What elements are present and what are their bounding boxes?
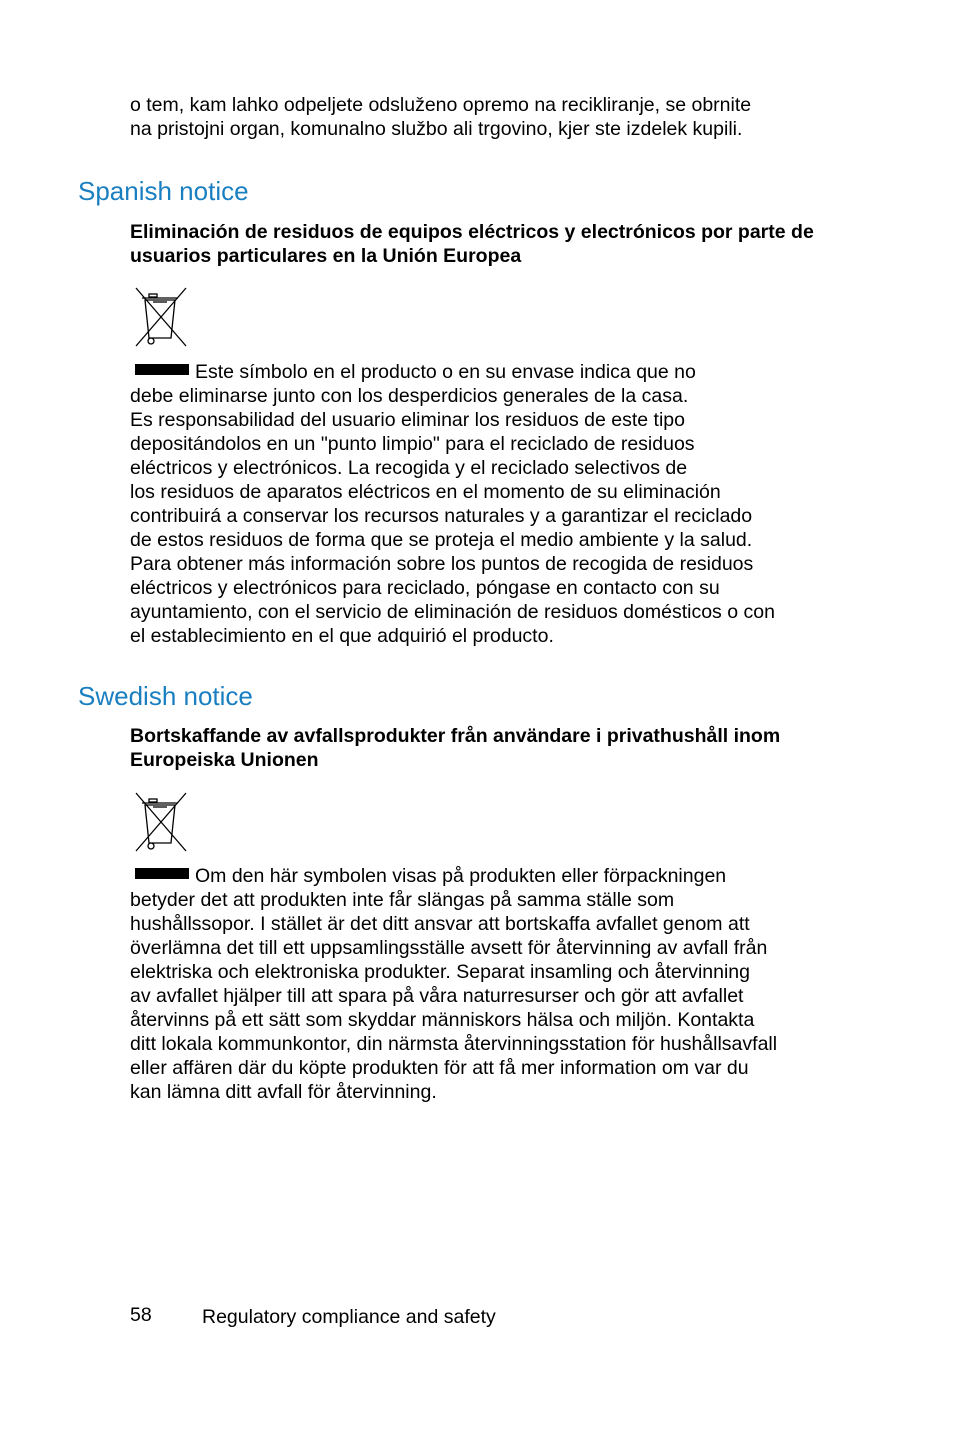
- spanish-body-line-7: contribuirá a conservar los recursos naturales y a garantizar el reciclado: [130, 505, 753, 527]
- swedish-body-line-1: [130, 864, 726, 888]
- black-bar-marker: [135, 868, 189, 879]
- swedish-body-line-9: eller affären där du köpte produkten för att få mer information om var du: [130, 1057, 749, 1079]
- swedish-body-line-5: elektriska och elektroniska produkter. Separat insamling och återvinning: [130, 961, 751, 983]
- swedish-body-text: Om den här symbolen visas på produkten eller förpackningen: [195, 865, 727, 887]
- swedish-body-line-3: hushållssopor. I stället är det ditt ansvar att bortskaffa avfallet genom att: [130, 913, 750, 935]
- spanish-subheading-line-1: Eliminación de residuos de equipos eléctricos y electrónicos por parte de: [130, 221, 814, 243]
- spanish-body-line-5: eléctricos y electrónicos. La recogida y el reciclado selectivos de: [130, 457, 688, 479]
- swedish-subheading-line-2: Europeiska Unionen: [130, 749, 319, 771]
- crossed-out-wheelie-bin-icon: [133, 286, 189, 348]
- spanish-body-line-9: Para obtener más información sobre los puntos de recogida de residuos: [130, 553, 754, 575]
- intro-line-1: o tem, kam lahko odpeljete odsluženo opremo na recikliranje, se obrnite: [130, 94, 752, 116]
- crossed-out-wheelie-bin-icon: [133, 791, 189, 853]
- intro-line-2: na pristojni organ, komunalno službo ali trgovino, kjer ste izdelek kupili.: [130, 118, 743, 140]
- spanish-body-line-4: depositándolos en un "punto limpio" para el reciclado de residuos: [130, 433, 695, 455]
- swedish-body-line-8: ditt lokala kommunkontor, din närmsta återvinningsstation för hushållsavfall: [130, 1033, 778, 1055]
- spanish-body-line-12: el establecimiento en el que adquirió el producto.: [130, 625, 554, 647]
- footer-section-title: Regulatory compliance and safety: [202, 1306, 496, 1328]
- spanish-body-line-8: de estos residuos de forma que se proteja el medio ambiente y la salud.: [130, 529, 753, 551]
- swedish-subheading-line-1: Bortskaffande av avfallsprodukter från användare i privathushåll inom: [130, 725, 781, 747]
- spanish-body-line-10: eléctricos y electrónicos para reciclado, póngase en contacto con su: [130, 577, 720, 599]
- spanish-body-line-3: Es responsabilidad del usuario eliminar los residuos de este tipo: [130, 409, 685, 431]
- spanish-body-line-11: ayuntamiento, con el servicio de eliminación de residuos domésticos o con: [130, 601, 775, 623]
- page-number: 58: [130, 1304, 152, 1326]
- spanish-body-line-2: debe eliminarse junto con los desperdicios generales de la casa.: [130, 385, 689, 407]
- spanish-body-line-1: [130, 360, 696, 384]
- spanish-body-line-6: los residuos de aparatos eléctricos en el momento de su eliminación: [130, 481, 721, 503]
- spanish-heading: Spanish notice: [78, 176, 249, 206]
- swedish-body-line-4: överlämna det till ett uppsamlingsställe avsett för återvinning av avfall från: [130, 937, 768, 959]
- swedish-body-line-6: av avfallet hjälper till att spara på våra naturresurser och gör att avfallet: [130, 985, 744, 1007]
- swedish-body-line-2: betyder det att produkten inte får slängas på samma ställe som: [130, 889, 675, 911]
- spanish-subheading-line-2: usuarios particulares en la Unión Europea: [130, 245, 522, 267]
- swedish-body-line-10: kan lämna ditt avfall för återvinning.: [130, 1081, 437, 1103]
- swedish-heading: Swedish notice: [78, 681, 253, 711]
- swedish-body-line-7: återvinns på ett sätt som skyddar människors hälsa och miljön. Kontakta: [130, 1009, 755, 1031]
- spanish-body-text: Este símbolo en el producto o en su envase indica que no: [195, 361, 696, 383]
- black-bar-marker: [135, 364, 189, 375]
